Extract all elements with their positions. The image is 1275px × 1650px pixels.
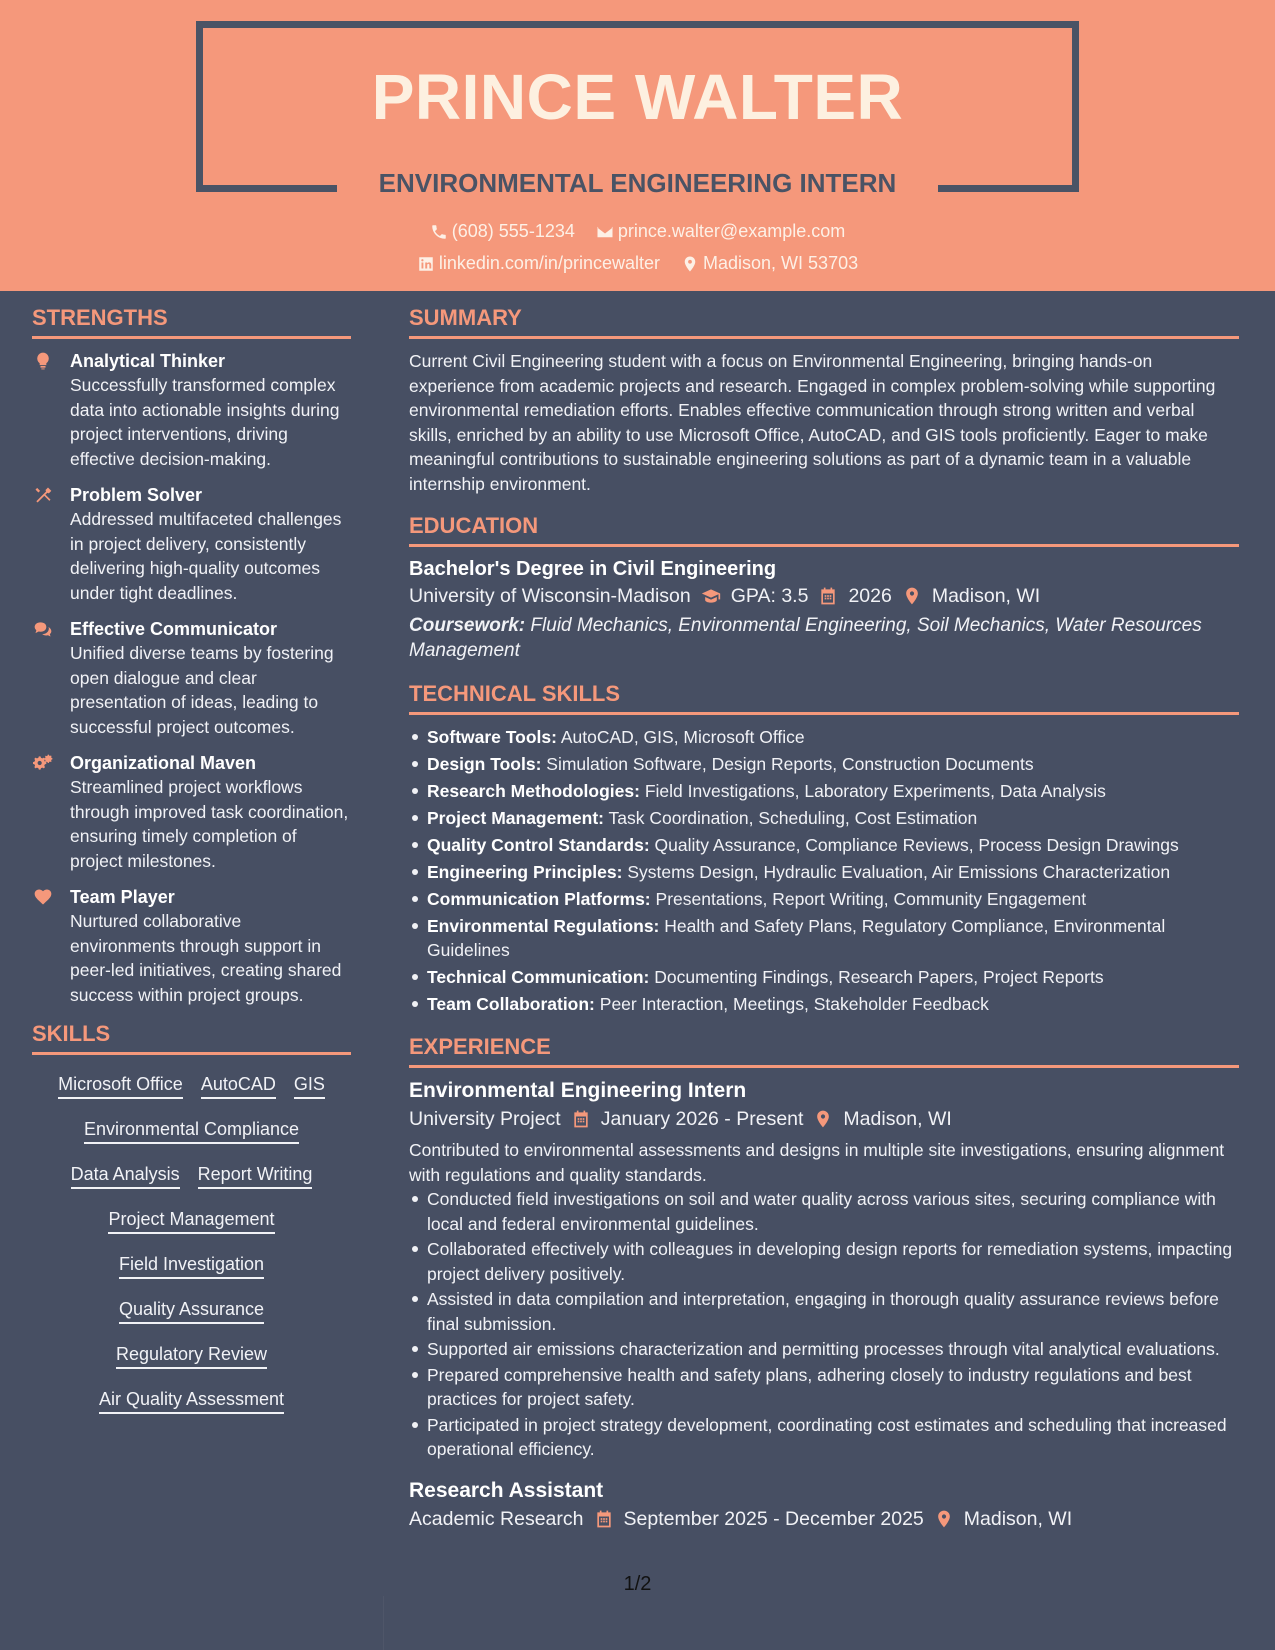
coursework [409, 613, 1239, 663]
map-pin-icon [813, 1109, 833, 1129]
strength-item [32, 349, 351, 471]
strengths-heading: STRENGTHS [32, 305, 351, 339]
grad-year: 2026 [848, 585, 892, 607]
school-name: University of Wisconsin-Madison [409, 585, 691, 607]
list-item: Collaborated effectively with colleagues in developing design reports for remediation systems, impacting project delivery positively. [409, 1237, 1239, 1286]
job-location: Madison, WI [963, 1507, 1073, 1530]
list-item: Design Tools: Simulation Software, Design Reports, Construction Documents [409, 752, 1239, 776]
list-item: Software Tools: AutoCAD, GIS, Microsoft Office [409, 725, 1239, 749]
phone-icon [430, 223, 448, 241]
strength-title: Analytical Thinker [70, 351, 226, 371]
map-pin-icon [902, 586, 922, 606]
strength-title: Effective Communicator [70, 619, 278, 639]
skill-tag: Field Investigation [119, 1251, 264, 1279]
skill-tag: AutoCAD [201, 1071, 276, 1099]
strength-desc: Unified diverse teams by fostering open dialogue and clear presentation of ideas, leading to successful project outcomes. [70, 643, 334, 737]
education-meta [409, 581, 1239, 611]
email-text: prince.walter@example.com [617, 221, 846, 241]
list-item: Participated in project strategy development, coordinating cost estimates and scheduling that increased operational efficiency. [409, 1413, 1239, 1462]
envelope-icon [596, 223, 614, 241]
job-bullets [409, 1187, 1239, 1462]
skill-tag: Environmental Compliance [84, 1116, 299, 1144]
contact-email[interactable] [596, 221, 845, 242]
calendar-icon [594, 1509, 614, 1529]
comments-icon [32, 619, 54, 641]
header-banner [0, 0, 1275, 291]
contact-phone[interactable] [430, 221, 575, 242]
list-item: Quality Control Standards: Quality Assurance, Compliance Reviews, Process Design Drawings [409, 833, 1239, 857]
contact-row [0, 253, 1275, 278]
candidate-name: PRINCE WALTER [371, 61, 904, 133]
cogs-icon [32, 753, 54, 775]
skill-tag: Report Writing [198, 1161, 313, 1189]
skill-tag: Data Analysis [71, 1161, 180, 1189]
strength-title: Organizational Maven [70, 753, 257, 773]
strength-title: Problem Solver [70, 485, 203, 505]
contact-linkedin[interactable] [417, 253, 660, 274]
list-item: Environmental Regulations: Health and Safety Plans, Regulatory Compliance, Environmental Guidelines [409, 914, 1239, 962]
strength-desc: Streamlined project workflows through improved task coordination, ensuring timely completion of project milestones. [70, 777, 349, 871]
job-location: Madison, WI [843, 1108, 952, 1130]
school-location: Madison, WI [931, 585, 1041, 607]
experience-heading: EXPERIENCE [409, 1034, 1239, 1068]
heart-icon [32, 887, 54, 909]
linkedin-icon [417, 255, 435, 273]
job-org: Academic Research [409, 1507, 584, 1530]
job-meta [409, 1504, 1239, 1534]
skills-heading: SKILLS [32, 1021, 351, 1055]
calendar-icon [571, 1109, 591, 1129]
page-number: 1/2 [623, 1573, 652, 1595]
strength-title: Team Player [70, 887, 175, 907]
strength-item [32, 483, 351, 605]
coursework-list: Fluid Mechanics, Environmental Engineering, Soil Mechanics, Water Resources Management [409, 615, 1202, 661]
job-title: Research Assistant [409, 1478, 604, 1502]
skill-tag: Regulatory Review [116, 1341, 267, 1369]
map-pin-icon [681, 255, 699, 273]
education-heading: EDUCATION [409, 513, 1239, 547]
technical-skills-heading: TECHNICAL SKILLS [409, 681, 1239, 715]
job-meta [409, 1104, 1239, 1134]
graduation-cap-icon [701, 586, 721, 606]
calendar-icon [818, 586, 838, 606]
list-item: Assisted in data compilation and interpretation, engaging in thorough quality assurance reviews before final submission. [409, 1287, 1239, 1336]
list-item: Engineering Principles: Systems Design, Hydraulic Evaluation, Air Emissions Characterization [409, 860, 1239, 884]
contact-row [0, 221, 1275, 246]
technical-skills-list [409, 725, 1239, 1016]
job-org: University Project [409, 1108, 561, 1130]
list-item: Conducted field investigations on soil and water quality across various sites, securing compliance with local and federal environmental guidelines. [409, 1187, 1239, 1236]
lightbulb-icon [32, 351, 54, 373]
strength-desc: Successfully transformed complex data into actionable insights during project interventions, driving effective decision-making. [70, 375, 340, 469]
candidate-title: ENVIRONMENTAL ENGINEERING INTERN [378, 168, 897, 198]
skill-tag: Project Management [108, 1206, 274, 1234]
list-item: Project Management: Task Coordination, Scheduling, Cost Estimation [409, 806, 1239, 830]
strength-desc: Nurtured collaborative environments through support in peer-led initiatives, creating shared success within project groups. [70, 911, 342, 1005]
skill-tag: Quality Assurance [119, 1296, 264, 1324]
column-divider [383, 1596, 384, 1650]
tools-icon [32, 485, 54, 507]
list-item: Technical Communication: Documenting Findings, Research Papers, Project Reports [409, 965, 1239, 989]
list-item: Communication Platforms: Presentations, Report Writing, Community Engagement [409, 887, 1239, 911]
linkedin-text: linkedin.com/in/princewalter [438, 253, 660, 273]
list-item: Team Collaboration: Peer Interaction, Meetings, Stakeholder Feedback [409, 992, 1239, 1016]
skill-tag: GIS [294, 1071, 325, 1099]
skill-tag: Microsoft Office [58, 1071, 183, 1099]
contact-location [681, 253, 858, 274]
header-frame [196, 21, 1079, 28]
gpa-text: GPA: 3.5 [730, 585, 809, 607]
summary-heading: SUMMARY [409, 305, 1239, 339]
left-column [32, 305, 351, 1431]
strength-item [32, 751, 351, 873]
location-text: Madison, WI 53703 [703, 253, 859, 273]
job-dates: January 2026 - Present [600, 1108, 804, 1130]
right-column [409, 305, 1239, 1534]
degree-title: Bachelor's Degree in Civil Engineering [409, 558, 777, 580]
list-item: Prepared comprehensive health and safety plans, adhering closely to industry regulations and best practices for project safety. [409, 1363, 1239, 1412]
job-desc: Contributed to environmental assessments and designs in multiple site investigations, ensuring alignment with regulations and quality standards. [409, 1140, 1225, 1185]
summary-text: Current Civil Engineering student with a focus on Environmental Engineering, bringing hands-on experience from academic projects and research. Engaged in complex problem-solving while supporting environmental remediation efforts. Enables effective communication through strong written and verbal skills, enriched by an ability to use Microsoft Office, AutoCAD, and GIS tools proficiently. Eager to make meaningful contributions to sustainable engineering solutions as part of a dynamic team in a valuable internship environment. [409, 351, 1216, 494]
coursework-label: Coursework: [409, 615, 526, 636]
job-title: Environmental Engineering Intern [409, 1079, 747, 1102]
skills-tags [32, 1065, 351, 1431]
phone-text: (608) 555-1234 [451, 221, 575, 241]
strength-item [32, 885, 351, 1007]
skill-tag: Air Quality Assessment [99, 1386, 284, 1414]
strength-desc: Addressed multifaceted challenges in project delivery, consistently delivering high-quality outcomes under tight deadlines. [70, 509, 342, 603]
job-dates: September 2025 - December 2025 [623, 1507, 924, 1530]
strength-item [32, 617, 351, 739]
list-item: Supported air emissions characterization and permitting processes through vital analytical evaluations. [409, 1337, 1239, 1362]
list-item: Research Methodologies: Field Investigations, Laboratory Experiments, Data Analysis [409, 779, 1239, 803]
map-pin-icon [934, 1509, 954, 1529]
